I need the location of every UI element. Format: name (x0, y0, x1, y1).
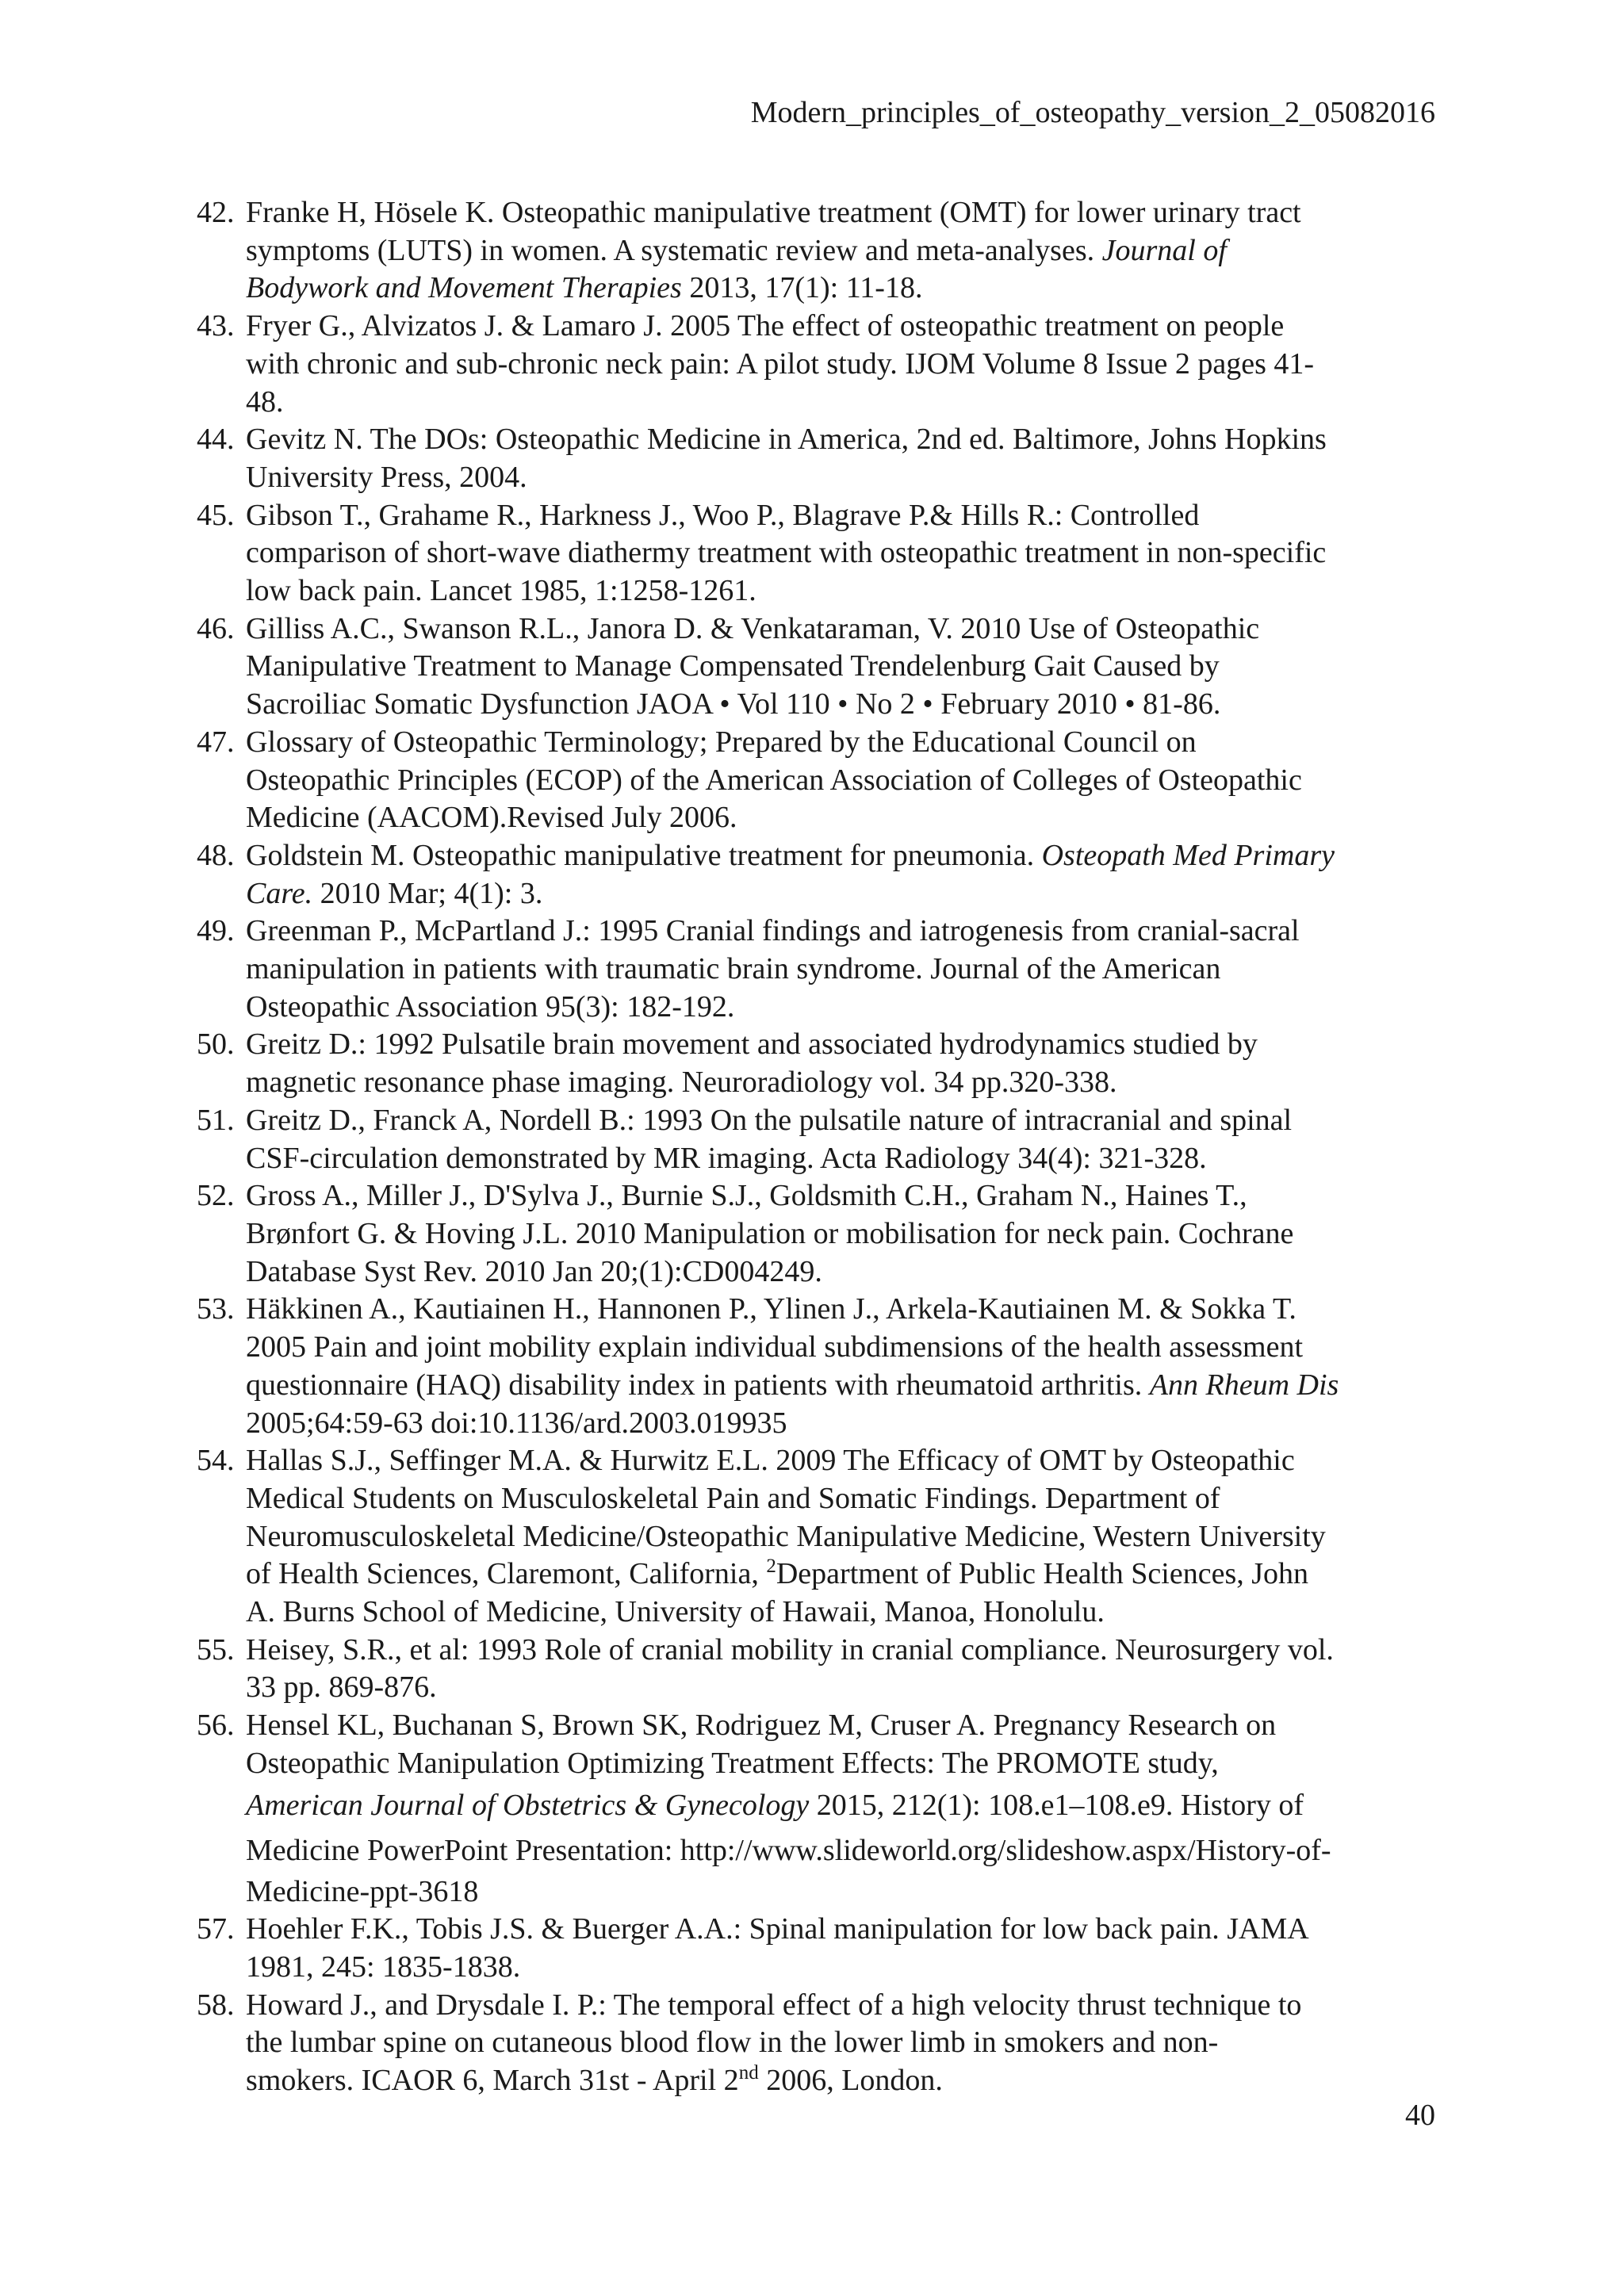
reference-text: Osteopathic Manipulation Optimizing Treatment Effects: The PROMOTE study, (246, 1746, 1219, 1780)
reference-text: 2005;64:59-63 doi:10.1136/ard.2003.019935 (246, 1406, 787, 1440)
reference-text: Häkkinen A., Kautiainen H., Hannonen P., Ylinen J., Arkela-Kautiainen M. & Sokka T. (246, 1292, 1297, 1326)
reference-entry (197, 1026, 1450, 1101)
running-header: Modern_principles_of_osteopathy_version_2_05082016 (750, 96, 1435, 129)
reference-text: Medicine-ppt-3618 (246, 1874, 479, 1908)
reference-line (246, 194, 1450, 232)
reference-text: CSF-circulation demonstrated by MR imaging. Acta Radiology 34(4): 321-328. (246, 1141, 1207, 1175)
reference-text: 2005 Pain and joint mobility explain individual subdimensions of the health assessment (246, 1330, 1304, 1364)
reference-text: Gibson T., Grahame R., Harkness J., Woo P., Blagrave P.& Hills R.: Controlled (246, 498, 1200, 532)
reference-text: Hensel KL, Buchanan S, Brown SK, Rodriguez M, Cruser A. Pregnancy Research on (246, 1709, 1277, 1743)
reference-line (246, 1064, 1450, 1102)
reference-text: Sacroiliac Somatic Dysfunction JAOA • Vol 110 • No 2 • February 2010 • 81-86. (246, 687, 1221, 721)
reference-text: comparison of short-wave diathermy treatment with osteopathic treatment in non-specific (246, 536, 1327, 570)
reference-line (246, 1745, 1450, 1783)
reference-text: Medical Students on Musculoskeletal Pain and Somatic Findings. Department of (246, 1481, 1220, 1515)
reference-italic-text: American Journal of Obstetrics & Gynecology (246, 1788, 810, 1822)
reference-line (246, 1669, 1450, 1707)
reference-italic-text: Bodywork and Movement Therapies (246, 271, 682, 305)
reference-text: Greitz D., Franck A, Nordell B.: 1993 On the pulsatile nature of intracranial and spinal (246, 1103, 1293, 1137)
reference-text: Neuromusculoskeletal Medicine/Osteopathic Manipulative Medicine, Western University (246, 1519, 1326, 1553)
reference-line (246, 1911, 1450, 1949)
reference-text: Department of Public Health Sciences, John (776, 1557, 1309, 1591)
reference-entry (197, 1442, 1450, 1632)
reference-text: Heisey, S.R., et al: 1993 Role of cranial mobility in cranial compliance. Neurosurgery vol. (246, 1632, 1334, 1667)
reference-text: 2010 Mar; 4(1): 3. (312, 876, 543, 910)
reference-text: Medicine (AACOM).Revised July 2006. (246, 801, 737, 835)
reference-line (246, 1367, 1450, 1405)
reference-text: the lumbar spine on cutaneous blood flow in the lower limb in smokers and non- (246, 2026, 1219, 2060)
reference-line (246, 572, 1450, 610)
reference-line (246, 421, 1450, 459)
reference-superscript: 2 (766, 1556, 776, 1578)
reference-line (246, 1707, 1450, 1745)
reference-number: 57. (197, 1912, 235, 1946)
reference-line (246, 1783, 1450, 1828)
reference-italic-text: Osteopath Med Primary (1041, 838, 1335, 872)
reference-line (246, 1594, 1450, 1632)
reference-number: 45. (197, 498, 235, 532)
reference-italic-text: Journal of (1101, 233, 1227, 267)
reference-entry (197, 837, 1450, 913)
reference-entry (197, 1707, 1450, 1911)
reference-number: 53. (197, 1292, 235, 1326)
reference-text: 2015, 212(1): 108.e1–108.e9. History of (809, 1788, 1304, 1822)
reference-line (246, 232, 1450, 270)
reference-text: Brønfort G. & Hoving J.L. 2010 Manipulation or mobilisation for neck pain. Cochrane (246, 1216, 1294, 1250)
reference-line (246, 610, 1450, 649)
reference-text: Greenman P., McPartland J.: 1995 Cranial findings and iatrogenesis from cranial-sacral (246, 914, 1300, 948)
reference-text: Gilliss A.C., Swanson R.L., Janora D. & Venkataraman, V. 2010 Use of Osteopathic (246, 611, 1260, 645)
reference-text: 2013, 17(1): 11-18. (681, 271, 923, 305)
reference-line (246, 1480, 1450, 1518)
reference-number: 58. (197, 1988, 235, 2022)
reference-entry (197, 1911, 1450, 1986)
reference-entry (197, 1987, 1450, 2100)
reference-italic-text: Ann Rheum Dis (1149, 1368, 1339, 1402)
reference-line (246, 686, 1450, 724)
reference-line (246, 1987, 1450, 2025)
reference-line (246, 384, 1450, 422)
reference-text: Gross A., Miller J., D'Sylva J., Burnie S.J., Goldsmith C.H., Graham N., Haines T., (246, 1179, 1247, 1213)
reference-line (246, 1442, 1450, 1480)
reference-entry (197, 913, 1450, 1026)
reference-entry (197, 610, 1450, 724)
reference-line (246, 1556, 1450, 1594)
reference-line (246, 913, 1450, 951)
reference-line (246, 875, 1450, 913)
reference-line (246, 724, 1450, 762)
reference-text: symptoms (LUTS) in women. A systematic review and meta-analyses. (246, 233, 1102, 267)
reference-text: Medicine PowerPoint Presentation: http://www.slideworld.org/slideshow.aspx/History-of- (246, 1833, 1331, 1867)
reference-text: A. Burns School of Medicine, University of Hawaii, Manoa, Honolulu. (246, 1595, 1105, 1629)
reference-text: Manipulative Treatment to Manage Compensated Trendelenburg Gait Caused by (246, 649, 1220, 683)
reference-line (246, 1215, 1450, 1253)
reference-superscript: nd (738, 2062, 759, 2084)
reference-line (246, 1828, 1450, 1873)
reference-text: Database Syst Rev. 2010 Jan 20;(1):CD004249. (246, 1254, 822, 1288)
reference-line (246, 1253, 1450, 1292)
reference-line (246, 1291, 1450, 1329)
reference-text: 33 pp. 869-876. (246, 1670, 437, 1705)
reference-text: Glossary of Osteopathic Terminology; Prepared by the Educational Council on (246, 725, 1197, 759)
reference-text: low back pain. Lancet 1985, 1:1258-1261. (246, 574, 756, 608)
reference-text: 2006, London. (758, 2064, 943, 2098)
reference-line (246, 1518, 1450, 1556)
reference-entry (197, 724, 1450, 837)
reference-text: magnetic resonance phase imaging. Neuroradiology vol. 34 pp.320-338. (246, 1066, 1117, 1100)
reference-number: 42. (197, 196, 235, 229)
reference-entry (197, 421, 1450, 496)
reference-line (246, 534, 1450, 572)
reference-text: 48. (246, 385, 284, 419)
reference-line (246, 459, 1450, 497)
reference-line (246, 1102, 1450, 1140)
reference-line (246, 951, 1450, 989)
reference-text: Osteopathic Association 95(3): 182-192. (246, 989, 735, 1024)
reference-text: with chronic and sub-chronic neck pain: A pilot study. IJOM Volume 8 Issue 2 pages 41- (246, 346, 1315, 381)
reference-line (246, 837, 1450, 875)
reference-number: 46. (197, 611, 235, 645)
reference-entry (197, 194, 1450, 308)
reference-number: 47. (197, 725, 235, 759)
reference-text: manipulation in patients with traumatic brain syndrome. Journal of the American (246, 952, 1221, 986)
reference-text: questionnaire (HAQ) disability index in patients with rheumatoid arthritis. (246, 1368, 1150, 1402)
reference-line (246, 270, 1450, 308)
reference-text: Goldstein M. Osteopathic manipulative treatment for pneumonia. (246, 838, 1042, 872)
reference-entry (197, 1177, 1450, 1291)
reference-line (246, 799, 1450, 837)
reference-text: Howard J., and Drysdale I. P.: The temporal effect of a high velocity thrust technique to (246, 1988, 1302, 2022)
reference-number: 52. (197, 1179, 235, 1213)
reference-entry (197, 1102, 1450, 1177)
reference-line (246, 1949, 1450, 1987)
reference-text: University Press, 2004. (246, 460, 527, 494)
reference-line (246, 2024, 1450, 2062)
reference-number: 55. (197, 1632, 235, 1667)
reference-entry (197, 1291, 1450, 1442)
reference-text: Greitz D.: 1992 Pulsatile brain movement and associated hydrodynamics studied by (246, 1027, 1258, 1062)
reference-line (246, 1873, 1450, 1911)
reference-line (246, 648, 1450, 686)
reference-number: 54. (197, 1444, 235, 1478)
page-number: 40 (1405, 2099, 1435, 2132)
reference-text: Fryer G., Alvizatos J. & Lamaro J. 2005 The effect of osteopathic treatment on people (246, 309, 1285, 343)
reference-text: Osteopathic Principles (ECOP) of the American Association of Colleges of Osteopathic (246, 763, 1302, 797)
reference-text: smokers. ICAOR 6, March 31st - April 2 (246, 2064, 739, 2098)
reference-line (246, 989, 1450, 1027)
reference-line (246, 308, 1450, 346)
reference-line (246, 1177, 1450, 1215)
reference-line (246, 1140, 1450, 1178)
reference-number: 48. (197, 838, 235, 872)
reference-number: 51. (197, 1103, 235, 1137)
reference-number: 49. (197, 914, 235, 948)
reference-entry (197, 497, 1450, 610)
reference-text: Hoehler F.K., Tobis J.S. & Buerger A.A.: Spinal manipulation for low back pain. JAMA (246, 1912, 1309, 1946)
reference-list (197, 194, 1450, 2100)
reference-line (246, 1405, 1450, 1443)
reference-number: 44. (197, 423, 235, 457)
reference-number: 43. (197, 309, 235, 343)
reference-number: 50. (197, 1027, 235, 1062)
reference-entry (197, 1632, 1450, 1707)
reference-line (246, 2062, 1450, 2100)
reference-line (246, 497, 1450, 535)
reference-italic-text: Care. (246, 876, 313, 910)
reference-text: of Health Sciences, Claremont, California, (246, 1557, 767, 1591)
reference-line (246, 346, 1450, 384)
reference-line (246, 1026, 1450, 1064)
reference-number: 56. (197, 1709, 235, 1743)
reference-text: 1981, 245: 1835-1838. (246, 1950, 521, 1984)
reference-text: Gevitz N. The DOs: Osteopathic Medicine in America, 2nd ed. Baltimore, Johns Hopkins (246, 423, 1327, 457)
reference-line (246, 1632, 1450, 1670)
reference-line (246, 1329, 1450, 1367)
reference-line (246, 762, 1450, 800)
reference-text: Franke H, Hösele K. Osteopathic manipulative treatment (OMT) for lower urinary tract (246, 196, 1301, 229)
reference-entry (197, 308, 1450, 421)
reference-text: Hallas S.J., Seffinger M.A. & Hurwitz E.L. 2009 The Efficacy of OMT by Osteopathic (246, 1444, 1295, 1478)
